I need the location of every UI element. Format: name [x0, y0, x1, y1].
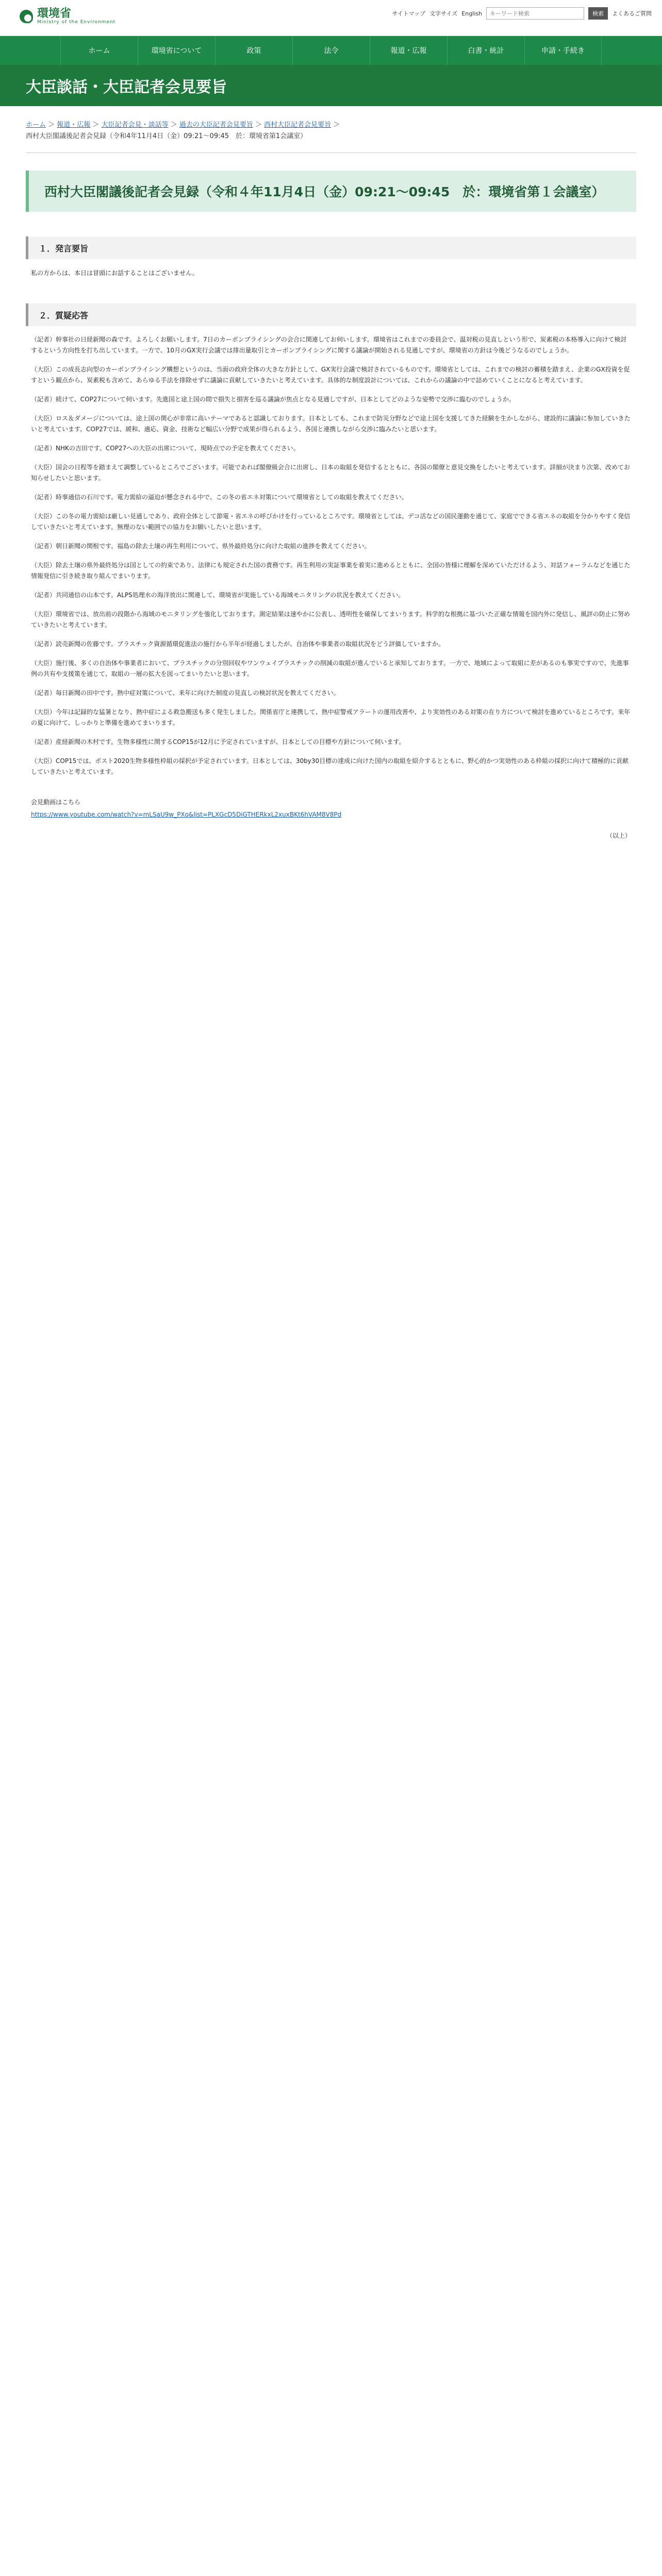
video-link[interactable]: https://www.youtube.com/watch?v=mLSaU9w_PXo&list=PLXGcD5DiGTHERkxL2xuxBKt6hVAM8V8Pd [31, 811, 342, 818]
nav-about[interactable]: 環境省について [138, 36, 215, 65]
site-logo[interactable] [20, 8, 115, 25]
summary-text: 私の方からは、本日は冒頭にお話することはございません。 [31, 269, 198, 277]
video-label: 会見動画はこちら [31, 799, 81, 806]
search-input[interactable] [486, 7, 584, 20]
logo-mark-icon [20, 10, 33, 23]
breadcrumb-minister[interactable]: 大臣記者会見・談話等 [101, 121, 169, 129]
page-title: 大臣談話・大臣記者会見要旨 [0, 65, 662, 106]
video-block [26, 796, 636, 821]
qa-paragraph: （大臣）この冬の電力需給は厳しい見通しであり、政府全体として節電・省エネの呼びかけを行っているところです。環境省としては、デコ活などの国民運動を通じて、家庭でできる省エネの取組を分かりやすく発信していきたいと考えています。無理のない範囲での協力をお願いしたいと思います。 [31, 513, 631, 531]
nav-home[interactable]: ホーム [60, 36, 138, 65]
faq-link[interactable]: よくあるご質問 [612, 10, 652, 17]
search-button[interactable]: 検索 [588, 7, 608, 20]
qa-paragraph: （記者）NHKの吉田です。COP27への大臣の出席について、現時点での予定を教えてください。 [31, 445, 300, 452]
logo-subtext: Ministry of the Environment [37, 20, 116, 25]
sitemap-link[interactable]: サイトマップ [392, 10, 426, 17]
section-heading-summary: １．発言要旨 [26, 236, 636, 259]
breadcrumb-press[interactable]: 報道・広報 [57, 121, 91, 129]
header-tools [392, 7, 652, 20]
site-header [0, 0, 662, 36]
qa-paragraph: （大臣）今年は記録的な猛暑となり、熱中症による救急搬送も多く発生しました。関係省庁と連携して、熱中症警戒アラートの運用改善や、より実効性のある対策の在り方について検討を進めているところです。来年の夏に向けて、しっかりと準備を進めてまいります。 [31, 708, 631, 726]
qa-list [26, 334, 636, 777]
qa-paragraph: （記者）続けて、COP27について伺います。先進国と途上国の間で損失と損害を巡る議論が焦点となる見通しですが、日本としてどのような姿勢で交渉に臨むのでしょうか。 [31, 396, 515, 403]
end-mark: （以上） [606, 832, 631, 839]
global-nav [0, 36, 662, 65]
nav-policy[interactable]: 政策 [215, 36, 292, 65]
divider [26, 152, 636, 153]
logo-text: 環境省 [37, 7, 72, 20]
qa-paragraph: （大臣）ロス＆ダメージについては、途上国の関心が非常に高いテーマであると認識しております。日本としても、これまで防災分野などで途上国を支援してきた経験を生かしながら、建設的に議論に参加していきたいと考えています。COP27では、緩和、適応、資金、技術など幅広い分野で成果が得られるよう、各国と連携しながら交渉に臨みたいと思います。 [31, 415, 631, 433]
breadcrumb-home[interactable]: ホーム [26, 121, 46, 129]
qa-paragraph: （大臣）COP15では、ポスト2020生物多様性枠組の採択が予定されています。日本としては、30by30目標の達成に向けた国内の取組を紹介するとともに、野心的かつ実効性のある枠組の採択に向けて積極的に貢献していきたいと考えています。 [31, 757, 629, 775]
text-size-link[interactable]: 文字サイズ [429, 10, 458, 17]
qa-paragraph: （大臣）環境省では、放出前の段階から海域のモニタリングを強化しております。測定結果は速やかに公表し、透明性を確保してまいります。科学的な根拠に基づいた正確な情報を国内外に発信し、風評の防止に努めていきたいと考えています。 [31, 611, 630, 629]
qa-paragraph: （記者）幹事社の日経新聞の森です。よろしくお願いします。7日のカーボンプライシングの会合に関連してお伺いします。環境省はこれまでの委員会で、温対税の見直しという形で、炭素税の本格導入に向けて検討するという方向性を打ち出しています。一方で、10月のGX実行会議では排出量取引とカーボンプライシングに関する議論が開始される見通しですが、環境省の方針は今後どうなるのでしょうか。 [31, 336, 627, 354]
qa-paragraph: （記者）毎日新聞の田中です。熱中症対策について、来年に向けた制度の見直しの検討状況を教えてください。 [31, 689, 340, 697]
nav-whitepaper[interactable]: 白書・統計 [447, 36, 524, 65]
qa-paragraph: （記者）時事通信の石川です。電力需給の逼迫が懸念される中で、この冬の省エネ対策について環境省としての取組を教えてください。 [31, 494, 408, 501]
qa-paragraph: （大臣）施行後、多くの自治体や事業者において、プラスチックの分別回収やワンウェイプラスチックの削減の取組が進んでいると承知しております。一方で、地域によって取組に差があるのも事実ですので、先進事例の共有や支援策を通じて、取組の一層の拡大を図ってまいりたいと思います。 [31, 659, 629, 677]
qa-paragraph: （記者）朝日新聞の関根です。福島の除去土壌の再生利用について、県外最終処分に向けた取組の進捗を教えてください。 [31, 543, 371, 550]
breadcrumb-current: 西村大臣閣議後記者会見録（令和4年11月4日（金）09:21～09:45 於：環境省第1会議室） [26, 132, 307, 140]
nav-press[interactable]: 報道・広報 [370, 36, 447, 65]
qa-paragraph: （記者）読売新聞の佐藤です。プラスチック資源循環促進法の施行から半年が経過しましたが、自治体や事業者の取組状況をどう評価していますか。 [31, 640, 445, 648]
nav-application[interactable]: 申請・手続き [524, 36, 602, 65]
main-content [0, 171, 662, 840]
qa-paragraph: （記者）共同通信の山本です。ALPS処理水の海洋放出に関連して、環境省が実施している海域モニタリングの状況を教えてください。 [31, 591, 405, 599]
qa-paragraph: （大臣）除去土壌の県外最終処分は国としての約束であり、法律にも規定された国の責務です。再生利用の実証事業を着実に進めるとともに、全国の皆様に理解を深めていただけるよう、対話フォーラムなどを通じた情報発信に引き続き取り組んでまいります。 [31, 562, 631, 580]
section-heading-qa: ２．質疑応答 [26, 303, 636, 326]
breadcrumb-past[interactable]: 過去の大臣記者会見要旨 [179, 121, 253, 129]
article-title: 西村大臣閣議後記者会見録（令和４年11月4日（金）09:21～09:45 於：環境省第１会議室） [26, 171, 636, 212]
english-link[interactable]: English [461, 10, 482, 17]
qa-paragraph: （記者）産経新聞の木村です。生物多様性に関するCOP15が12月に予定されていますが、日本としての目標や方針について伺います。 [31, 738, 405, 745]
breadcrumb-nishimura[interactable]: 西村大臣記者会見要旨 [264, 121, 332, 129]
qa-paragraph: （大臣）国会の日程等を踏まえて調整しているところでございます。可能であれば閣僚級会合に出席し、日本の取組を発信するとともに、各国の閣僚と意見交換をしたいと考えています。詳細が決まり次第、改めてお知らせしたいと思います。 [31, 464, 630, 482]
nav-law[interactable]: 法令 [292, 36, 370, 65]
breadcrumb: ホーム ＞ 報道・広報 ＞ 大臣記者会見・談話等 ＞ 過去の大臣記者会見要旨 ＞ 西村大臣記者会見要旨 ＞ 西村大臣閣議後記者会見録（令和4年11月4日（金）09:21～09:45 於：環境省第1会議室） [26, 121, 340, 140]
qa-paragraph: （大臣）この成長志向型のカーボンプライシング構想というのは、当面の政府全体の大きな方針として、GX実行会議で検討されているものです。環境省としては、これまでの検討の蓄積を踏まえ、企業のGX投資を促すという観点から、炭素税も含めて、あらゆる手法を排除せずに議論に貢献していきたいと考えています。具体的な制度設計については、これからの議論の中で詰めていくことになると考えています。 [31, 366, 630, 384]
